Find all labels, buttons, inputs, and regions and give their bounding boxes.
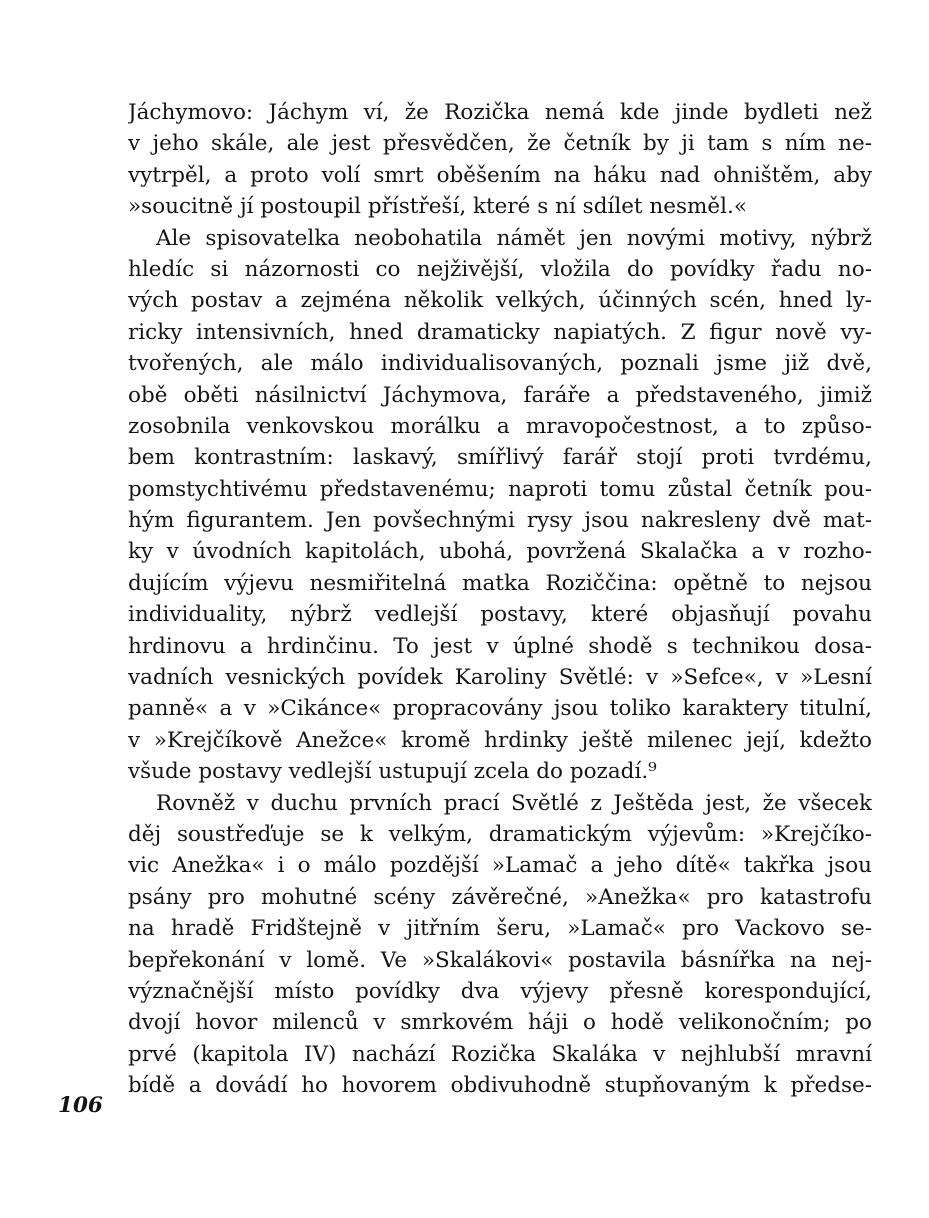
- text-line: Rovněž v duchu prvních prací Světlé z Ještěda jest, že všecek: [156, 790, 872, 816]
- text-line: Jáchymovo: Jáchym ví, že Rozička nemá kde jinde bydleti než: [128, 100, 872, 125]
- text-line: prvé (kapitola IV) nachází Rozička Skaláka v nejhlubší mravní: [128, 1041, 872, 1067]
- text-line: tvořených, ale málo individualisovaných, poznali jsme již dvě,: [128, 351, 872, 377]
- text-line: v jeho skále, ale jest přesvědčen, že četník by ji tam s ním ne-: [128, 131, 872, 157]
- text-line: zosobnila venkovskou morálku a mravopočestnost, a to způso-: [128, 413, 872, 439]
- text-line: bídě a dovádí ho hovorem obdivuhodně stupňovaným k předse-: [128, 1073, 872, 1099]
- text-line: vadních vesnických povídek Karoliny Světlé: v »Sefce«, v »Lesní: [128, 665, 872, 691]
- text-line: psány pro mohutné scény závěrečné, »Anežka« pro katastrofu: [128, 884, 872, 910]
- text-line: v »Krejčíkově Anežce« kromě hrdinky ještě milenec její, kdežto: [128, 727, 872, 753]
- text-line: bem kontrastním: laskavý, smířlivý farář stojí proti tvrdému,: [128, 445, 872, 471]
- text-line: obě oběti násilnictví Jáchymova, faráře a představeného, jimiž: [128, 382, 872, 408]
- text-line: ky v úvodních kapitolách, ubohá, povržená Skalačka a v rozho-: [128, 539, 872, 565]
- text-line: hrdinovu a hrdinčinu. To jest v úplné shodě s technikou dosa-: [128, 633, 872, 659]
- text-line: všude postavy vedlejší ustupují zcela do pozadí.⁹: [128, 759, 657, 785]
- text-line: vic Anežka« i o málo pozdější »Lamač a jeho dítě« takřka jsou: [128, 853, 872, 879]
- text-line: hledíc si názornosti co nejživější, vložila do povídky řadu no-: [128, 256, 872, 282]
- text-line: »soucitně jí postoupil přístřeší, které s ní sdílet nesměl.«: [128, 194, 747, 220]
- text-line: individuality, nýbrž vedlejší postavy, které objasňují povahu: [128, 602, 872, 628]
- text-line: dujícím výjevu nesmiřitelná matka Roziččina: opětně to nejsou: [128, 570, 872, 596]
- text-line: bepřekonání v lomě. Ve »Skalákovi« postavila básnířka na nej-: [128, 947, 872, 973]
- text-line: Ale spisovatelka neobohatila námět jen novými motivy, nýbrž: [156, 225, 872, 251]
- text-line: hým figurantem. Jen povšechnými rysy jsou nakresleny dvě mat-: [128, 508, 872, 534]
- body-text: [128, 97, 872, 1102]
- text-line: dvojí hovor milenců v smrkovém háji o hodě velikonočním; po: [128, 1010, 872, 1036]
- page-number: 106: [58, 1093, 103, 1118]
- text-line: ricky intensivních, hned dramaticky napiatých. Z figur nově vy-: [128, 319, 872, 345]
- text-line: význačnější místo povídky dva výjevy přesně korespondující,: [128, 978, 872, 1004]
- text-line: děj soustřeďuje se k velkým, dramatickým výjevům: »Krejčíko-: [128, 821, 872, 847]
- text-line: na hradě Fridštejně v jitřním šeru, »Lamač« pro Vackovo se-: [128, 916, 872, 942]
- text-line: vých postav a zejména několik velkých, účinných scén, hned ly-: [128, 288, 872, 314]
- text-line: vytrpěl, a proto volí smrt oběšením na háku nad ohništěm, aby: [128, 162, 872, 188]
- text-line: panně« a v »Cikánce« propracovány jsou toliko karaktery titulní,: [128, 696, 872, 722]
- text-line: pomstychtivému představenému; naproti tomu zůstal četník pou-: [128, 476, 872, 502]
